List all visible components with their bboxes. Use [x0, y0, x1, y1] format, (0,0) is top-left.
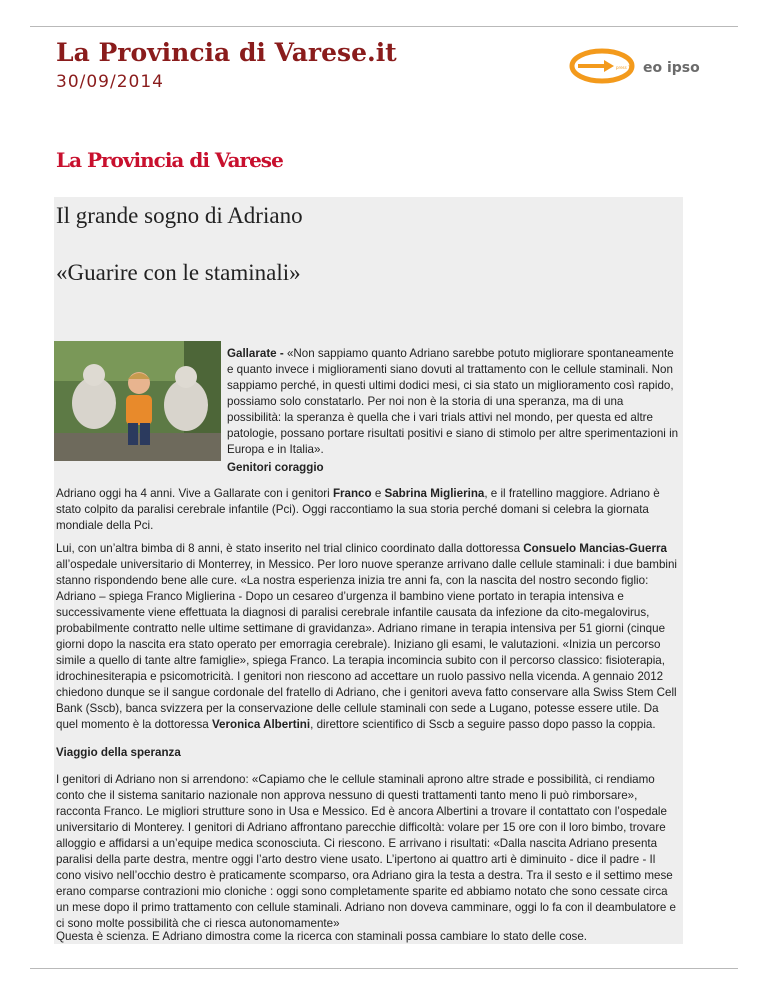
eo-ipso-logo	[568, 46, 708, 86]
paragraph-3: I genitori di Adriano non si arrendono: «Capiamo che le cellule staminali aprono altre strade e possibilità, ci rendiamo conto che il sistema sanitario nazionale non approva nessuno di questi trattamenti tanto meno li può rimborsare», racconta Franco. Le migliori strutture sono in Usa e Messico. Ed è ancora Albertini a trovare il contattato con l’ospedale universitario di Monterey. I genitori di Adriano affrontano parecchie difficoltà: volare per 15 ore con il loro bimbo, trovare alloggio e affidarsi a un’equipe medica sconosciuta. Ci riescono. E arrivano i risultati: «Dalla nascita Adriano presenta paralisi della parte destra, mentre oggi l’arto destro viene usato. L’ipertono ai quattro arti è diminuito - dice il padre - Il cono visivo nell’occhio destro è praticamente scomparso, ora Adriano gira la testa a destra. Tra il sesto e il settimo mese erano comparse contrazioni mio cloniche : oggi sono completamente sparite ed abbiamo notato che sono cessate circa un mese dopo il primo trattamento con cellule staminali. Adriano non doveva camminare, oggi lo fa con il deambulatore e ci sono molte possibilità che ci riesca autonomamente»	[56, 773, 676, 930]
paragraph-4: Questa è scienza. E Adriano dimostra come la ricerca con staminali possa cambiare lo stato delle cose.	[56, 930, 587, 943]
bottom-rule	[30, 968, 738, 969]
logo-text: eo ipso	[643, 60, 700, 76]
article-photo	[54, 341, 221, 461]
lead-paragraph	[227, 346, 679, 458]
name-consuelo: Consuelo Mancias-Guerra	[523, 542, 667, 555]
newspaper-masthead: La Provincia di Varese	[56, 148, 283, 172]
logo-emblem-text: press 19	[616, 65, 634, 70]
subhead-genitori-coraggio: Genitori coraggio	[227, 461, 324, 474]
lead-place: Gallarate -	[227, 347, 284, 360]
paragraph-2: Lui, con un’altra bimba di 8 anni, è stato inserito nel trial clinico coordinato dalla dottoressa Consuelo Mancias-Guerra all’ospedale universitario di Monterrey, in Messico. Per loro nuove speranze arrivano dalle cellule staminali: i due bambini stanno rispondendo bene alle cure. «La nostra esperienza inizia tre anni fa, con la nascita del nostro secondo figlio: Adriano – spiega Franco Miglierina - Dopo un cesareo d’urgenza il bambino viene portato in terapia intensiva e successivamente viene effettuata la diagnosi di paralisi cerebrale infantile causata da infezione da cito-megalovirus, probabilmente contratto nelle ultime settimane di gravidanza». Adriano rimane in terapia intensiva per 51 giorni (cinque giorni dopo la nascita era stato operato per emorragia cerebrale). Iniziano gli esami, le valutazioni. «Inizia un percorso simile a quello di tante altre famiglie», spiega Franco. La terapia incomincia subito con il percorso classico: fisioterapia, idrochinesiterapia e psicomotricità. I genitori non riescono ad accettare un ruolo passivo nella vicenda. A gennaio 2012 chiedono dunque se il sangue cordonale del fratello di Adriano, che i genitori aveva fatto conservare alla Swiss Stem Cell Bank (Sscb), banca svizzera per la conservazione delle cellule staminali con sede a Lugano, potesse essere utile. Da quel momento è la dottoressa Veronica Albertini, direttore scientifico di Sscb a seguire passo dopo passo la coppia.	[56, 542, 678, 731]
lead-text: «Non sappiamo quanto Adriano sarebbe potuto migliorare spontaneamente e quanto invece i miglioramenti siano dovuti al trattamento con le cellule staminali. Non sappiamo perché, in questi ultimi dodici mesi, ci sia stato un miglioramento così rapido, possiamo solo constatarlo. Per noi non è la storia di una speranza, ma di una possibilità: la speranza è quella che i vari trials attivi nel mondo, per questa ed altre patologie, possano portare risultati positivi e siano di stimolo per altre sperimentazioni in Europa e in Italia».	[227, 347, 679, 456]
paragraph-1: Adriano oggi ha 4 anni. Vive a Gallarate con i genitori Franco e Sabrina Miglierina, e il fratellino maggiore. Adriano è stato colpito da paralisi cerebrale infantile (Pci). Oggi raccontiamo la sua storia perché domani si celebra la giornata mondiale della Pci.	[56, 487, 660, 532]
subhead-viaggio: Viaggio della speranza	[56, 746, 181, 759]
site-title: La Provincia di Varese.it	[56, 38, 397, 67]
name-sabrina: Sabrina Miglierina	[384, 487, 485, 500]
top-rule	[30, 26, 738, 27]
name-franco: Franco	[332, 487, 372, 500]
name-veronica: Veronica Albertini	[211, 718, 311, 731]
headline-line-2: «Guarire con le staminali»	[56, 260, 301, 285]
headline-line-1: Il grande sogno di Adriano	[56, 203, 303, 228]
publication-date: 30/09/2014	[56, 72, 164, 92]
